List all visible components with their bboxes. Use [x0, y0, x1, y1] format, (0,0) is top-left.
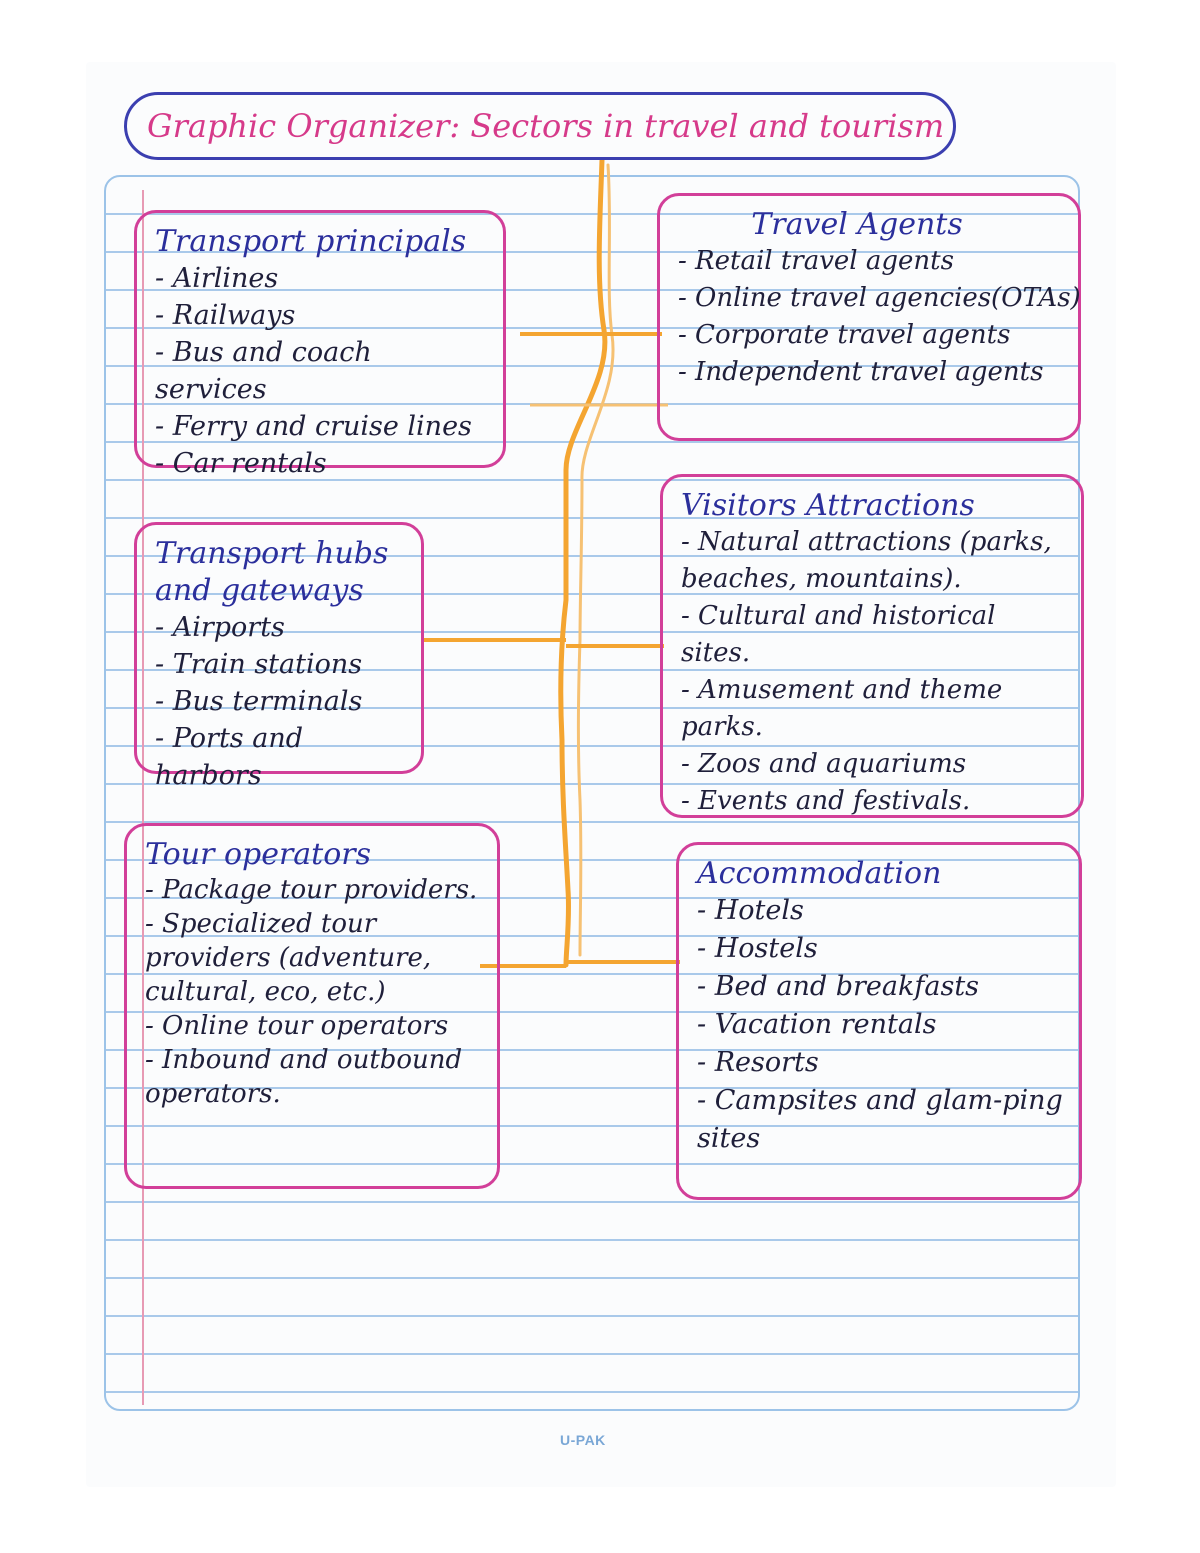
list-item: - Independent travel agents [678, 357, 1044, 387]
box-title: Transport principals [155, 224, 467, 259]
list-item: - Bus terminals [155, 686, 363, 717]
list-item: - Zoos and aquariums [681, 749, 967, 779]
list-item: - Hostels [697, 933, 818, 964]
brand-logo: U-PAK [560, 1432, 606, 1448]
list-item: - Train stations [155, 649, 363, 680]
box-visitor-attractions [660, 474, 1084, 818]
box-transport-principals [134, 210, 506, 479]
list-item: - Ports and harbors [155, 723, 303, 791]
list-item: - Ferry and cruise lines [155, 411, 472, 442]
list-item: - Hotels [697, 895, 804, 926]
list-item: - Resorts [697, 1047, 819, 1078]
list-item: - Cultural and historical sites. [681, 601, 996, 668]
list-item: - Online travel agencies(OTAs) [678, 283, 1081, 313]
list-item: - Campsites and glam-ping sites [697, 1085, 1063, 1154]
box-title: Travel Agents [751, 207, 963, 242]
title-box [124, 92, 956, 160]
list-item: - Inbound and outbound operators. [145, 1045, 463, 1109]
list-item: - Amusement and theme parks. [681, 675, 1003, 742]
list-item: - Online tour operators [145, 1011, 449, 1041]
list-item: - Retail travel agents [678, 246, 954, 276]
list-item: - Package tour providers. [145, 875, 478, 905]
box-title: Transport hubs and gateways [155, 536, 389, 608]
list-item: - Airlines [155, 263, 279, 294]
page-title: Graphic Organizer: Sectors in travel and tourism [147, 107, 945, 145]
list-item: - Specialized tour providers (adventure, cultural, eco, etc.) [145, 909, 432, 1007]
list-item: - Vacation rentals [697, 1009, 937, 1040]
box-title: Accommodation [697, 856, 942, 891]
box-transport-hubs [134, 522, 424, 791]
list-item: - Bus and coach services [155, 337, 372, 405]
list-item: - Natural attractions (parks, beaches, mountains). [681, 527, 1052, 594]
list-item: - Car rentals [155, 448, 327, 479]
list-item: - Bed and breakfasts [697, 971, 980, 1002]
list-item: - Corporate travel agents [678, 320, 1011, 350]
list-item: - Airports [155, 612, 285, 643]
box-tour-operators [124, 823, 500, 1189]
list-item: - Events and festivals. [681, 786, 971, 816]
box-title: Tour operators [145, 837, 372, 872]
list-item: - Railways [155, 300, 296, 331]
box-accommodation [676, 842, 1082, 1200]
box-title: Visitors Attractions [681, 488, 975, 523]
box-travel-agents [657, 193, 1081, 441]
